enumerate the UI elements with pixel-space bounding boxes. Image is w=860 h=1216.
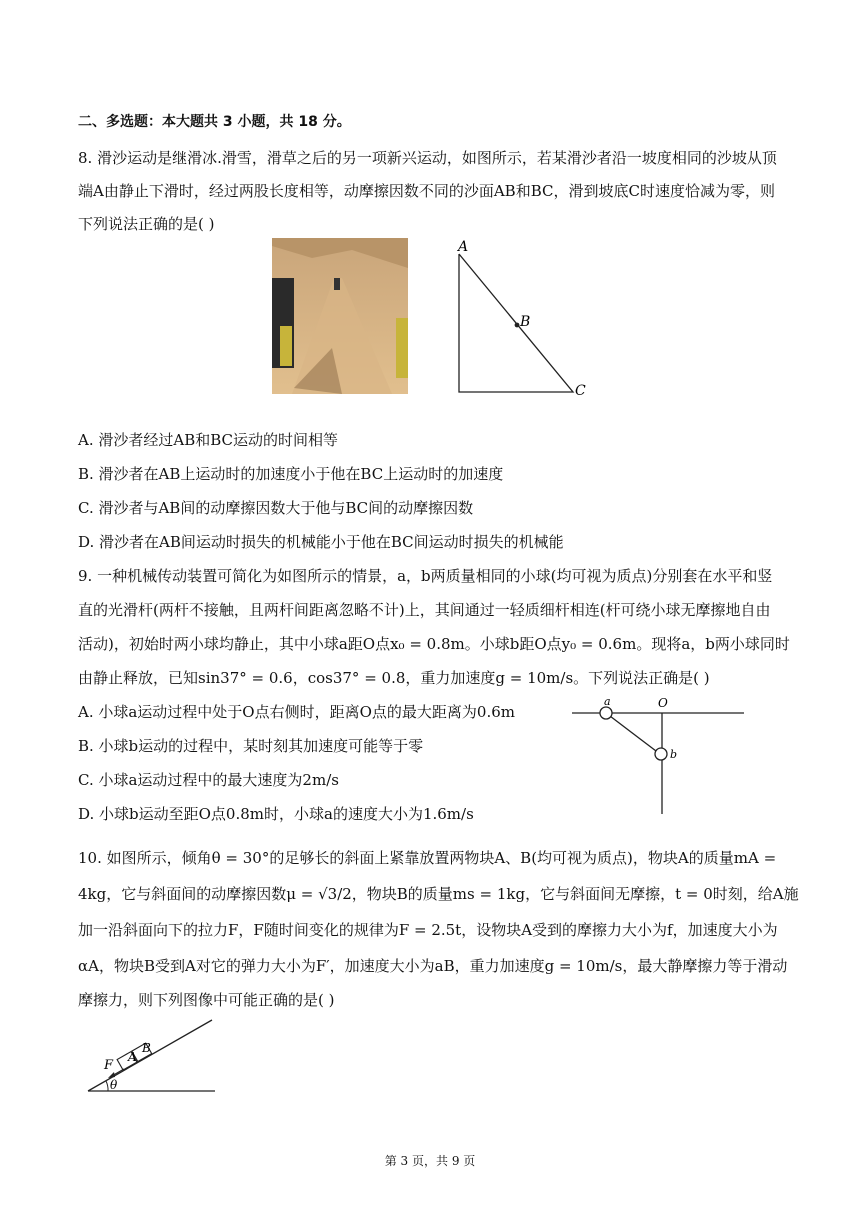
- label-F: F: [104, 1058, 114, 1073]
- question-10-line-2: 4kg，它与斜面间的动摩擦因数μ = √3/2，物块B的质量ms = 1kg，它与斜面间无摩擦，t = 0时刻，给A施: [78, 885, 799, 903]
- question-9-option-d: D. 小球b运动至距O点0.8m时，小球a的速度大小为1.6m/s: [78, 805, 474, 823]
- incline-triangle-figure: [448, 238, 598, 400]
- question-9-option-b: B. 小球b运动的过程中，某时刻其加速度可能等于零: [78, 737, 424, 755]
- page-footer: 第 3 页，共 9 页: [384, 1154, 476, 1168]
- question-10-line-3: 加一沿斜面向下的拉力F，F随时间变化的规律为F = 2.5t，设物块A受到的摩擦力大小为f，加速度大小为: [78, 921, 778, 939]
- question-8-option-d: D. 滑沙者在AB间运动时损失的机械能小于他在BC间运动时损失的机械能: [78, 533, 564, 551]
- question-8-option-b: B. 滑沙者在AB上运动时的加速度小于他在BC上运动时的加速度: [78, 465, 504, 483]
- question-10-line-5: 摩擦力，则下列图像中可能正确的是( ): [78, 991, 335, 1009]
- section-title: 二、多选题：本大题共 3 小题，共 18 分。: [78, 114, 351, 130]
- label-a: a: [604, 696, 611, 708]
- question-8-line-2: 端A由静止下滑时，经过两股长度相等，动摩擦因数不同的沙面AB和BC，滑到坡底C时速度恰减为零，则: [78, 182, 775, 200]
- label-A: A: [458, 239, 469, 255]
- label-block-A: A: [128, 1050, 137, 1064]
- question-8-option-c: C. 滑沙者与AB间的动摩擦因数大于他与BC间的动摩擦因数: [78, 499, 474, 517]
- question-8-line-1: 8. 滑沙运动是继滑冰.滑雪，滑草之后的另一项新兴运动，如图所示，若某滑沙者沿一坡度相同的沙坡从顶: [78, 149, 777, 167]
- incline-blocks-figure: [84, 1014, 224, 1098]
- label-block-B: B: [142, 1041, 151, 1055]
- question-8-option-a: A. 滑沙者经过AB和BC运动的时间相等: [78, 431, 339, 449]
- label-theta: θ: [110, 1078, 118, 1092]
- question-9-option-c: C. 小球a运动过程中的最大速度为2m/s: [78, 771, 339, 789]
- label-B: B: [520, 314, 531, 330]
- question-9-line-2: 直的光滑杆(两杆不接触，且两杆间距离忽略不计)上，其间通过一轻质细杆相连(杆可绕小球无摩擦地自由: [78, 601, 771, 619]
- question-8-line-3: 下列说法正确的是( ): [78, 215, 215, 233]
- question-9-line-1: 9. 一种机械传动装置可简化为如图所示的情景，a，b两质量相同的小球(均可视为质点)分别套在水平和竖: [78, 567, 773, 585]
- question-9-line-4: 由静止释放，已知sin37° = 0.6，cos37° = 0.8，重力加速度g = 10m/s。下列说法正确是( ): [78, 669, 710, 687]
- rod-mechanism-figure: [570, 696, 750, 818]
- question-9-option-a: A. 小球a运动过程中处于O点右侧时，距离O点的最大距离为0.6m: [78, 703, 515, 721]
- question-10-line-4: αA，物块B受到A对它的弹力大小为F′，加速度大小为aB，重力加速度g = 10m/s，最大静摩擦力等于滑动: [78, 957, 788, 975]
- question-9-line-3: 活动)，初始时两小球均静止，其中小球a距O点x₀ = 0.8m。小球b距O点y₀ = 0.6m。现将a，b两小球同时: [78, 635, 790, 653]
- label-O: O: [658, 696, 668, 710]
- sand-slide-photo: [272, 238, 408, 394]
- label-b: b: [670, 748, 678, 761]
- question-10-line-1: 10. 如图所示，倾角θ = 30°的足够长的斜面上紧靠放置两物块A、B(均可视为质点)，物块A的质量mA =: [78, 849, 777, 867]
- label-C: C: [575, 383, 586, 399]
